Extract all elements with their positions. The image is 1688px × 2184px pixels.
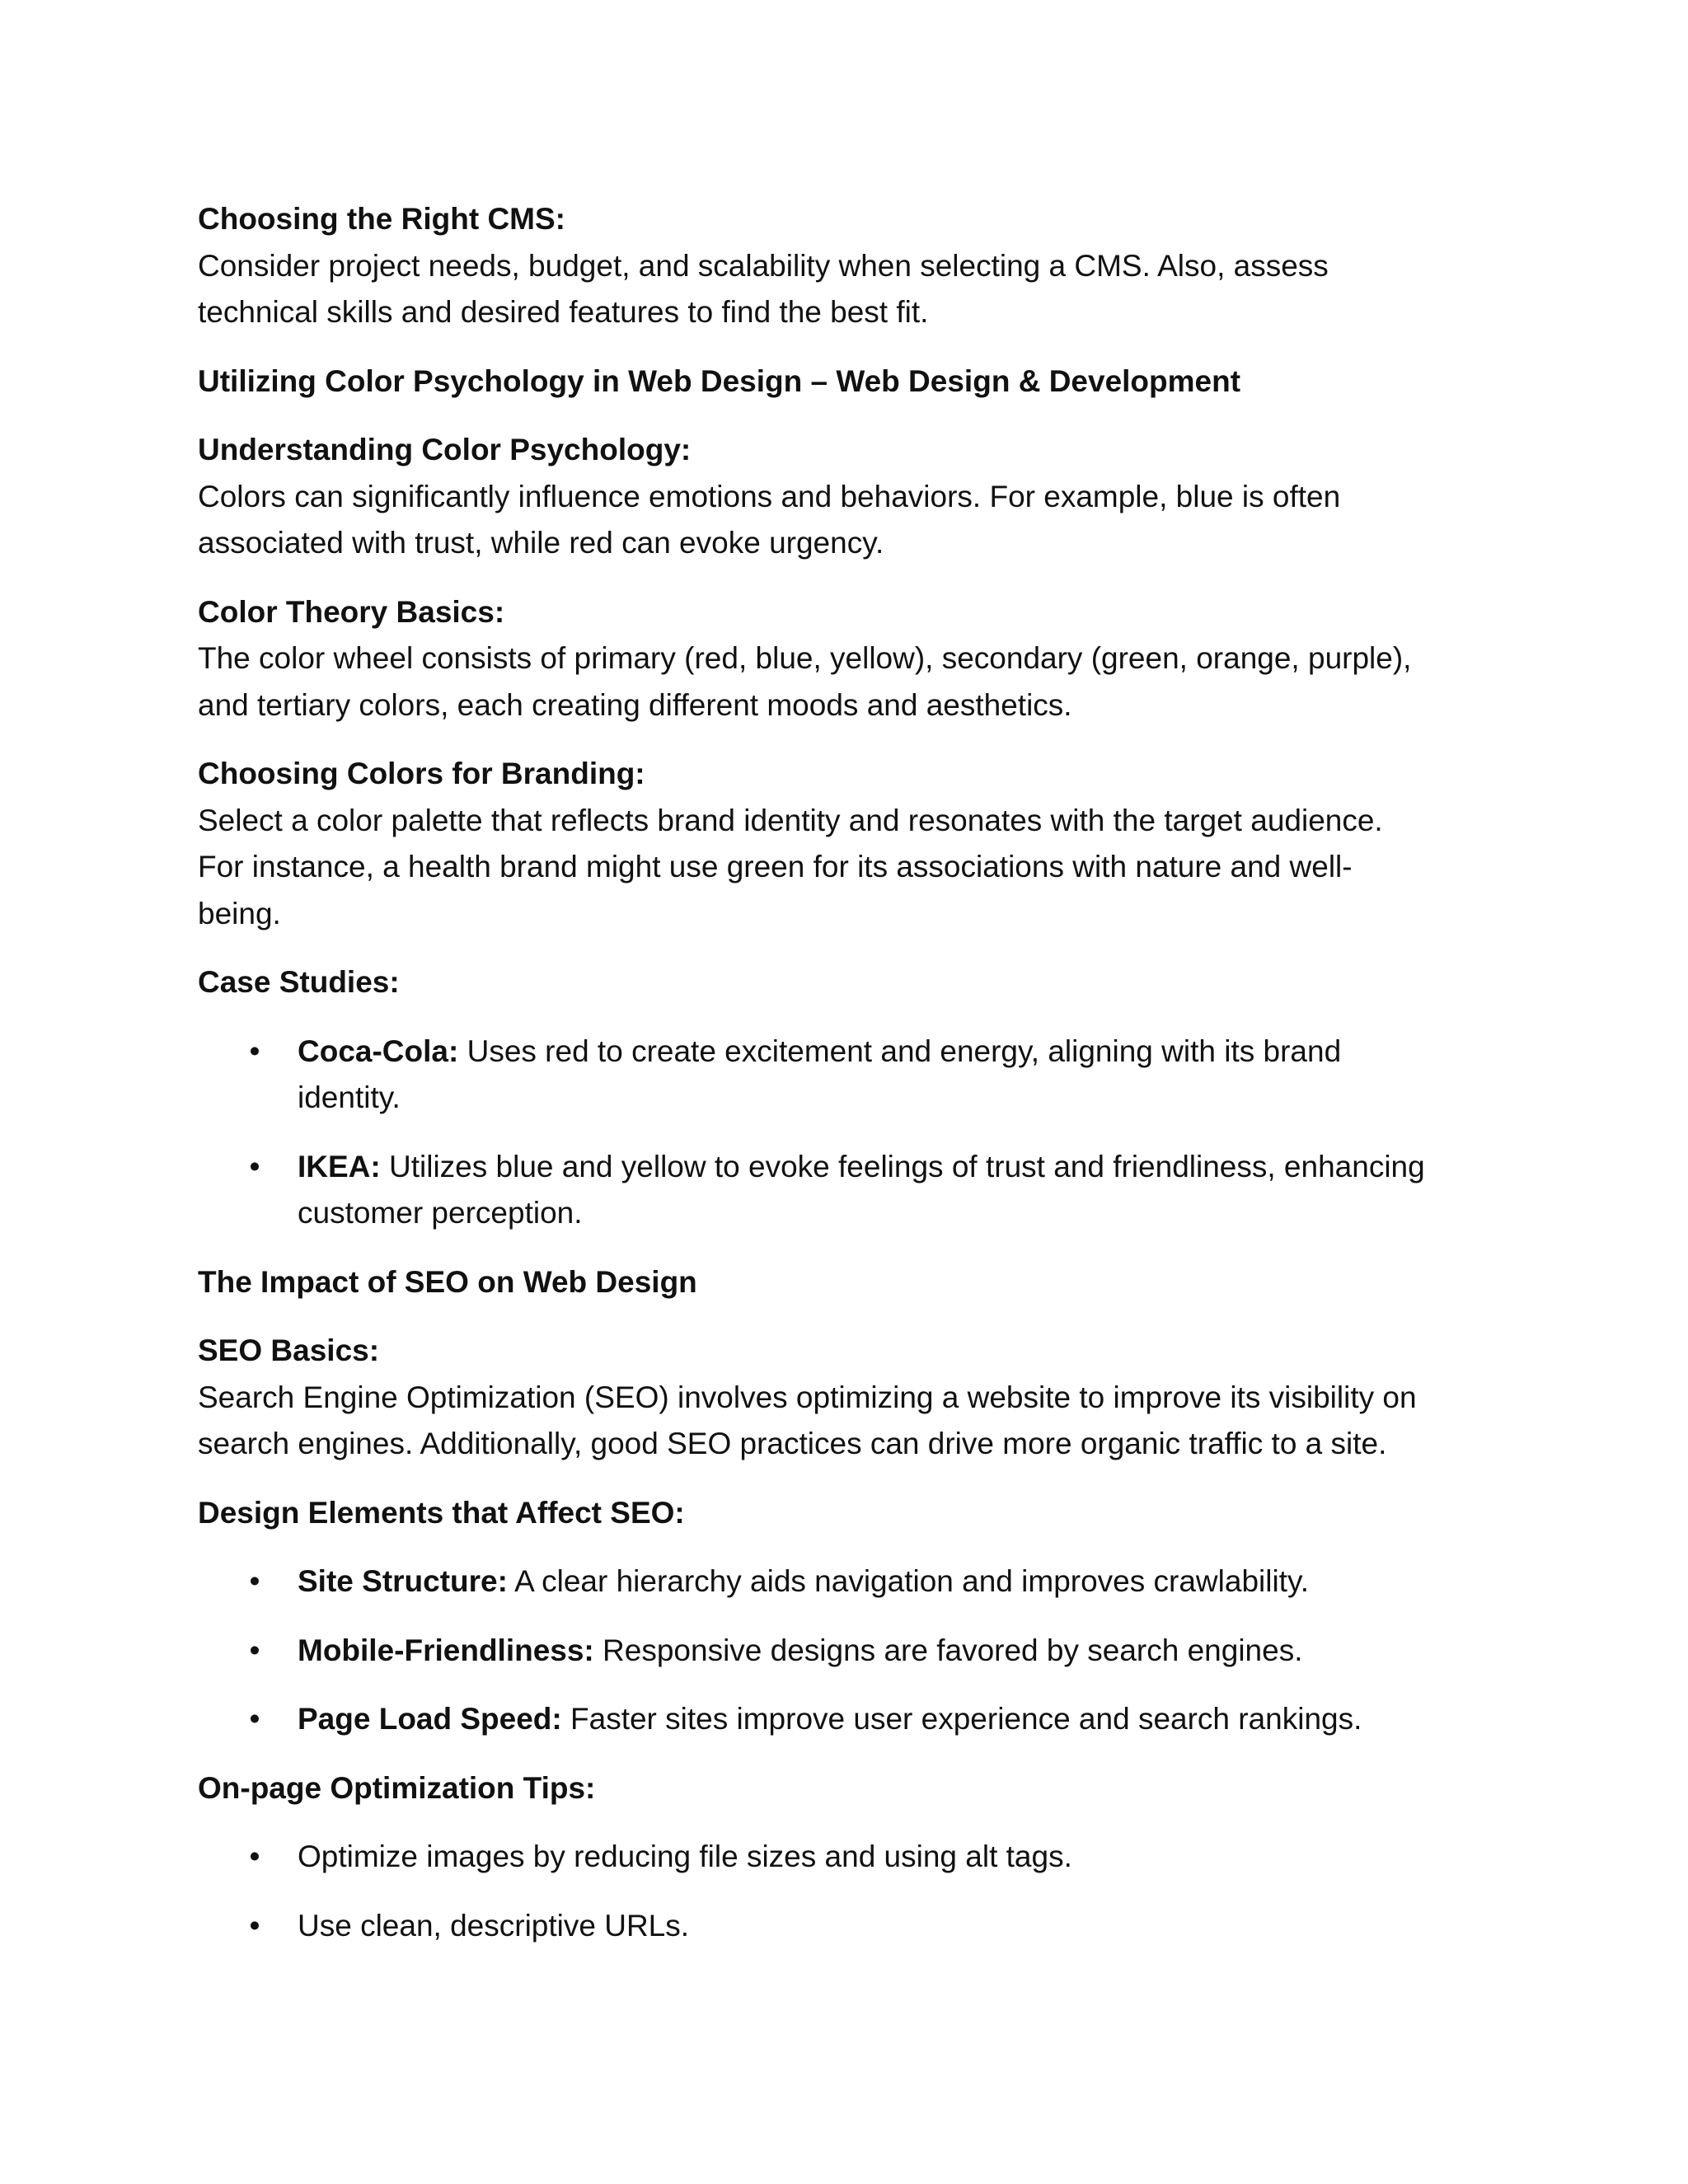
list-item-text: Responsive designs are favored by search engines. <box>593 1633 1303 1667</box>
branding-text-line: For instance, a health brand might use green for its associations with nature and well- <box>198 850 1353 883</box>
case-studies-list <box>198 1029 1500 1237</box>
list-item <box>198 1696 1500 1743</box>
cms-text-line: Consider project needs, budget, and scalability when selecting a CMS. Also, assess <box>198 248 1329 283</box>
list-item-text: identity. <box>298 1080 401 1114</box>
list-item-text: A clear hierarchy aids navigation and improves crawlability. <box>507 1564 1310 1598</box>
bullet-icon: • <box>249 1840 260 1873</box>
list-item-text: Utilizes blue and yellow to evoke feelings of trust and friendliness, enhancing <box>380 1149 1425 1183</box>
branding-text-line: being. <box>198 896 281 930</box>
understanding-heading: Understanding Color Psychology: <box>198 433 692 466</box>
list-item <box>198 1834 1500 1881</box>
seo-basics-heading: SEO Basics: <box>198 1333 380 1367</box>
cms-text <box>198 243 1500 336</box>
onpage-tips-list <box>198 1834 1500 1949</box>
bullet-icon: • <box>249 1149 260 1183</box>
color-theory-text-line: and tertiary colors, each creating different moods and aesthetics. <box>198 687 1072 722</box>
list-item <box>198 1903 1500 1950</box>
case-studies-heading: Case Studies: <box>198 965 400 999</box>
list-item <box>198 1144 1500 1237</box>
color-theory-heading: Color Theory Basics: <box>198 594 505 629</box>
list-item-lead: Page Load Speed: <box>298 1702 562 1736</box>
bullet-icon: • <box>249 1908 260 1943</box>
list-item-text: Use clean, descriptive URLs. <box>298 1908 690 1943</box>
bullet-icon: • <box>249 1702 260 1736</box>
list-item <box>198 1029 1500 1122</box>
list-item-lead: Site Structure: <box>298 1564 508 1598</box>
list-item-lead: Coca-Cola: <box>298 1033 459 1068</box>
design-elements-heading: Design Elements that Affect SEO: <box>198 1495 685 1530</box>
list-item <box>198 1628 1500 1675</box>
cms-heading: Choosing the Right CMS: <box>198 202 565 236</box>
color-theory-section <box>198 589 1500 729</box>
branding-heading: Choosing Colors for Branding: <box>198 757 645 790</box>
bullet-icon: • <box>249 1564 260 1598</box>
color-theory-text-line: The color wheel consists of primary (red, blue, yellow), secondary (green, orange, purple), <box>198 641 1412 675</box>
bullet-icon: • <box>249 1033 260 1068</box>
understanding-section <box>198 427 1500 567</box>
onpage-tips-heading: On-page Optimization Tips: <box>198 1770 596 1805</box>
list-item-lead: IKEA: <box>298 1149 381 1183</box>
design-elements-list <box>198 1558 1500 1743</box>
color-psychology-title: Utilizing Color Psychology in Web Design – Web Design & Development <box>198 363 1241 398</box>
understanding-text-line: associated with trust, while red can evoke urgency. <box>198 526 884 560</box>
document-body <box>198 196 1500 1971</box>
bullet-icon: • <box>249 1633 260 1667</box>
cms-section <box>198 196 1500 336</box>
list-item <box>198 1558 1500 1605</box>
understanding-text <box>198 474 1500 567</box>
list-item-text: Optimize images by reducing file sizes and using alt tags. <box>298 1840 1072 1873</box>
seo-basics-text-line: Search Engine Optimization (SEO) involves optimizing a website to improve its visibility on <box>198 1380 1417 1414</box>
list-item-text: customer perception. <box>298 1196 583 1230</box>
seo-title: The Impact of SEO on Web Design <box>198 1264 697 1299</box>
seo-basics-text-line: search engines. Additionally, good SEO practices can drive more organic traffic to a site. <box>198 1427 1387 1460</box>
list-item-lead: Mobile-Friendliness: <box>298 1633 594 1667</box>
branding-text-line: Select a color palette that reflects brand identity and resonates with the target audience. <box>198 803 1383 837</box>
seo-basics-section <box>198 1328 1500 1468</box>
understanding-text-line: Colors can significantly influence emotions and behaviors. For example, blue is often <box>198 479 1341 513</box>
color-theory-text <box>198 635 1500 729</box>
list-item-text: Faster sites improve user experience and search rankings. <box>561 1702 1362 1736</box>
cms-text-line: technical skills and desired features to find the best fit. <box>198 295 929 329</box>
list-item-text: Uses red to create excitement and energy, aligning with its brand <box>458 1033 1342 1068</box>
seo-basics-text <box>198 1375 1500 1468</box>
branding-section <box>198 751 1500 937</box>
branding-text <box>198 798 1500 938</box>
